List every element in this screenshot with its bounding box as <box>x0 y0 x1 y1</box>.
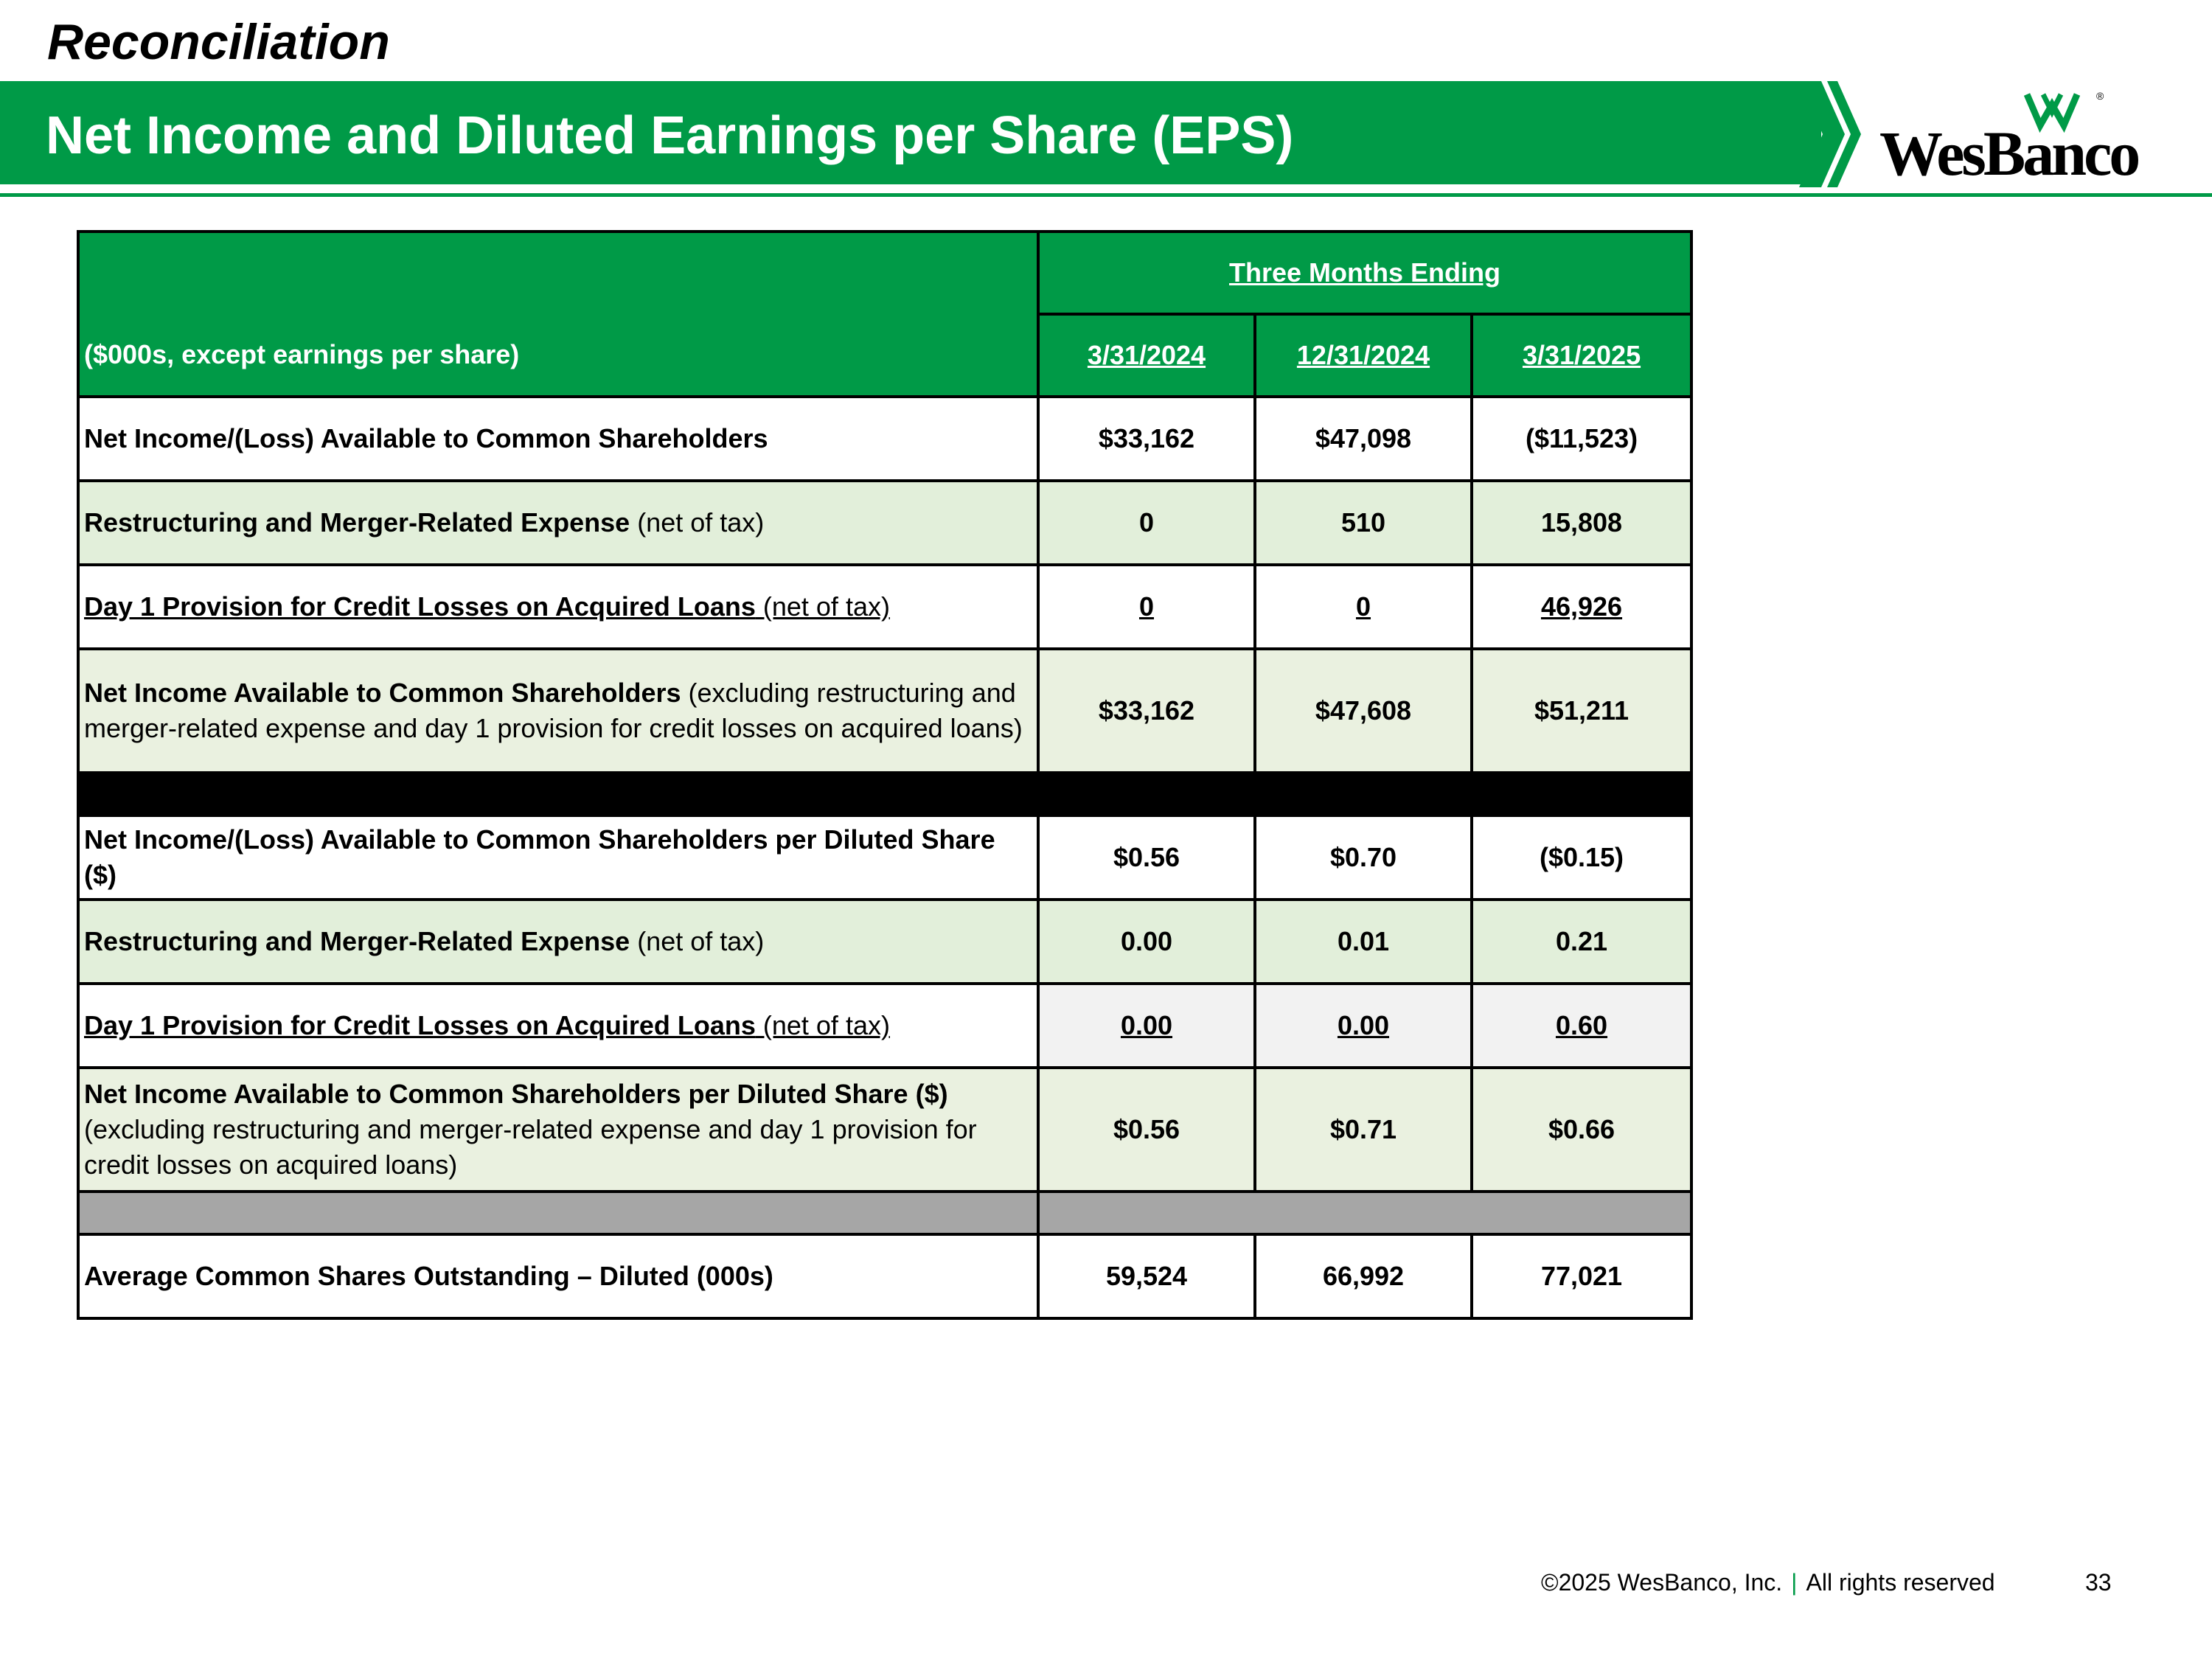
table-cell: ($0.15) <box>1472 815 1691 900</box>
row-label: Net Income Available to Common Shareholders per Diluted Share ($) (excluding restructuring and merger-related expense and day 1 provision for credit losses on acquired loans) <box>78 1068 1038 1192</box>
row-label: Net Income/(Loss) Available to Common Shareholders <box>78 397 1038 481</box>
section-divider-row <box>78 1192 1691 1234</box>
table-cell: 0.21 <box>1472 900 1691 984</box>
period-header: Three Months Ending <box>1038 232 1691 314</box>
table-cell: 66,992 <box>1255 1234 1472 1318</box>
divider-cell <box>1038 773 1691 815</box>
header-blank <box>78 232 1038 314</box>
table-cell: $0.56 <box>1038 815 1255 900</box>
table-cell: $0.71 <box>1255 1068 1472 1192</box>
logo-wordmark: WesBanco <box>1879 118 2138 189</box>
wesbanco-logo <box>1877 87 2142 189</box>
table-cell: 0 <box>1255 565 1472 649</box>
column-header: 12/31/2024 <box>1255 314 1472 397</box>
row-label: Restructuring and Merger-Related Expense (net of tax) <box>78 900 1038 984</box>
table-cell: $47,098 <box>1255 397 1472 481</box>
table-row <box>78 649 1691 773</box>
reconciliation-table <box>77 230 1693 1320</box>
section-title: Reconciliation <box>47 14 390 70</box>
table-row <box>78 565 1691 649</box>
divider-cell <box>1038 1192 1691 1234</box>
copyright-text: ©2025 WesBanco, Inc. <box>1541 1569 1783 1596</box>
banner-chevron-icon <box>1799 80 1888 189</box>
table-row <box>78 1068 1691 1192</box>
table-cell: 510 <box>1255 481 1472 565</box>
table-cell: ($11,523) <box>1472 397 1691 481</box>
table-header-row <box>78 314 1691 397</box>
row-label: Day 1 Provision for Credit Losses on Acquired Loans (net of tax) <box>78 565 1038 649</box>
table-cell: 0.60 <box>1472 984 1691 1068</box>
table-cell: $33,162 <box>1038 649 1255 773</box>
table-cell: 0.00 <box>1038 900 1255 984</box>
footer <box>1541 1569 1995 1596</box>
table-row <box>78 815 1691 900</box>
table-cell: 0 <box>1038 481 1255 565</box>
table-cell: 59,524 <box>1038 1234 1255 1318</box>
row-label: Average Common Shares Outstanding – Diluted (000s) <box>78 1234 1038 1318</box>
table-cell: $47,608 <box>1255 649 1472 773</box>
table-cell: 0.01 <box>1255 900 1472 984</box>
table-cell: 77,021 <box>1472 1234 1691 1318</box>
table-cell: $51,211 <box>1472 649 1691 773</box>
table-header-row <box>78 232 1691 314</box>
row-label: Restructuring and Merger-Related Expense (net of tax) <box>78 481 1038 565</box>
rights-text: All rights reserved <box>1806 1569 1995 1596</box>
table-cell: 0.00 <box>1038 984 1255 1068</box>
row-label: Net Income Available to Common Shareholders (excluding restructuring and merger-related expense and day 1 provision for credit losses on acquired loans) <box>78 649 1038 773</box>
row-label: Day 1 Provision for Credit Losses on Acquired Loans (net of tax) <box>78 984 1038 1068</box>
units-label: ($000s, except earnings per share) <box>78 314 1038 397</box>
table-row <box>78 481 1691 565</box>
row-label: Net Income/(Loss) Available to Common Shareholders per Diluted Share ($) <box>78 815 1038 900</box>
table-cell: 15,808 <box>1472 481 1691 565</box>
table-row <box>78 900 1691 984</box>
table-cell: $0.70 <box>1255 815 1472 900</box>
column-header: 3/31/2024 <box>1038 314 1255 397</box>
footer-separator: | <box>1791 1569 1798 1596</box>
page-title: Net Income and Diluted Earnings per Share (EPS) <box>46 106 1294 165</box>
divider <box>0 193 2212 197</box>
table-cell: 0 <box>1038 565 1255 649</box>
table-row <box>78 1234 1691 1318</box>
table-cell: $33,162 <box>1038 397 1255 481</box>
section-divider-row <box>78 773 1691 815</box>
table-cell: $0.66 <box>1472 1068 1691 1192</box>
column-header: 3/31/2025 <box>1472 314 1691 397</box>
table-row <box>78 397 1691 481</box>
table-cell: 0.00 <box>1255 984 1472 1068</box>
table-row <box>78 984 1691 1068</box>
table-cell: $0.56 <box>1038 1068 1255 1192</box>
divider-cell <box>78 1192 1038 1234</box>
table-cell: 46,926 <box>1472 565 1691 649</box>
divider-cell <box>78 773 1038 815</box>
registered-mark: ® <box>2096 90 2104 102</box>
page-number: 33 <box>2085 1569 2112 1596</box>
